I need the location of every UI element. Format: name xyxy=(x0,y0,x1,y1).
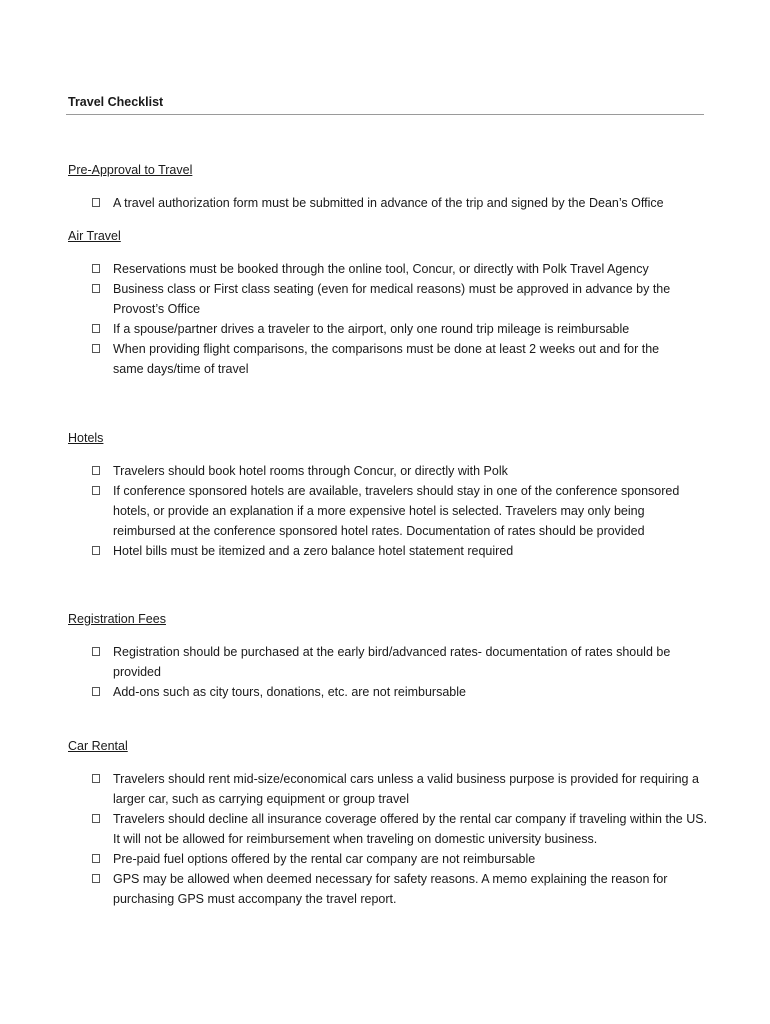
checkbox-icon xyxy=(92,198,100,207)
section-air-travel xyxy=(68,226,708,379)
checklist-item xyxy=(68,259,686,279)
checklist-item xyxy=(68,849,708,869)
checklist-item xyxy=(68,682,696,702)
item-text: Travelers should book hotel rooms through Concur, or directly with Polk xyxy=(113,464,508,478)
checkbox-icon xyxy=(92,814,100,823)
section-pre-approval xyxy=(68,160,708,213)
checklist-item xyxy=(68,481,700,541)
checkbox-icon xyxy=(92,647,100,656)
checkbox-icon xyxy=(92,874,100,883)
checkbox-icon xyxy=(92,774,100,783)
item-text: Reservations must be booked through the online tool, Concur, or directly with Polk Travel Agency xyxy=(113,262,649,276)
item-text: GPS may be allowed when deemed necessary for safety reasons. A memo explaining the reason for purchasing GPS must accompany the travel report. xyxy=(113,872,668,906)
item-text: Travelers should decline all insurance coverage offered by the rental car company if traveling within the US. It will not be allowed for reimbursement when traveling on domestic university business. xyxy=(113,812,708,846)
checklist-item xyxy=(68,279,686,319)
checkbox-icon xyxy=(92,546,100,555)
section-heading: Registration Fees xyxy=(68,612,166,626)
item-text: Add-ons such as city tours, donations, etc. are not reimbursable xyxy=(113,685,466,699)
checkbox-icon xyxy=(92,324,100,333)
section-car-rental xyxy=(68,736,708,909)
item-text: If a spouse/partner drives a traveler to the airport, only one round trip mileage is reimbursable xyxy=(113,322,630,336)
section-heading: Car Rental xyxy=(68,739,128,753)
checkbox-icon xyxy=(92,284,100,293)
checkbox-icon xyxy=(92,344,100,353)
item-text: Pre-paid fuel options offered by the rental car company are not reimbursable xyxy=(113,852,536,866)
checklist-item xyxy=(68,769,708,809)
title-divider xyxy=(66,114,704,115)
item-text: When providing flight comparisons, the comparisons must be done at least 2 weeks out and for the same days/time of travel xyxy=(113,342,660,376)
item-text: Hotel bills must be itemized and a zero balance hotel statement required xyxy=(113,544,514,558)
checkbox-icon xyxy=(92,854,100,863)
section-hotels xyxy=(68,428,708,561)
checkbox-icon xyxy=(92,687,100,696)
checklist-item xyxy=(68,319,686,339)
checklist-item xyxy=(68,869,708,909)
item-text: If conference sponsored hotels are available, travelers should stay in one of the conference sponsored hotels, or provide an explanation if a more expensive hotel is selected. Travelers may only being reimbursed at the conference sponsored hotel rates. Documentation of rates should be provided xyxy=(113,484,680,538)
checkbox-icon xyxy=(92,264,100,273)
checkbox-icon xyxy=(92,466,100,475)
section-heading: Pre-Approval to Travel xyxy=(68,163,193,177)
checklist-item xyxy=(68,809,708,849)
item-text: A travel authorization form must be submitted in advance of the trip and signed by the Dean’s Office xyxy=(113,196,664,210)
checkbox-icon xyxy=(92,486,100,495)
checklist-item xyxy=(68,339,686,379)
section-heading: Hotels xyxy=(68,431,104,445)
item-text: Travelers should rent mid-size/economical cars unless a valid business purpose is provided for requiring a larger car, such as carrying equipment or group travel xyxy=(113,772,699,806)
item-text: Registration should be purchased at the early bird/advanced rates- documentation of rates should be provided xyxy=(113,645,671,679)
section-heading: Air Travel xyxy=(68,229,121,243)
checklist-item xyxy=(68,541,700,561)
checklist-item xyxy=(68,461,700,481)
item-text: Business class or First class seating (even for medical reasons) must be approved in advance by the Provost’s Office xyxy=(113,282,671,316)
section-registration-fees xyxy=(68,609,708,702)
page-title: Travel Checklist xyxy=(68,95,164,109)
checklist-item xyxy=(68,642,696,682)
checklist-item xyxy=(68,193,708,213)
